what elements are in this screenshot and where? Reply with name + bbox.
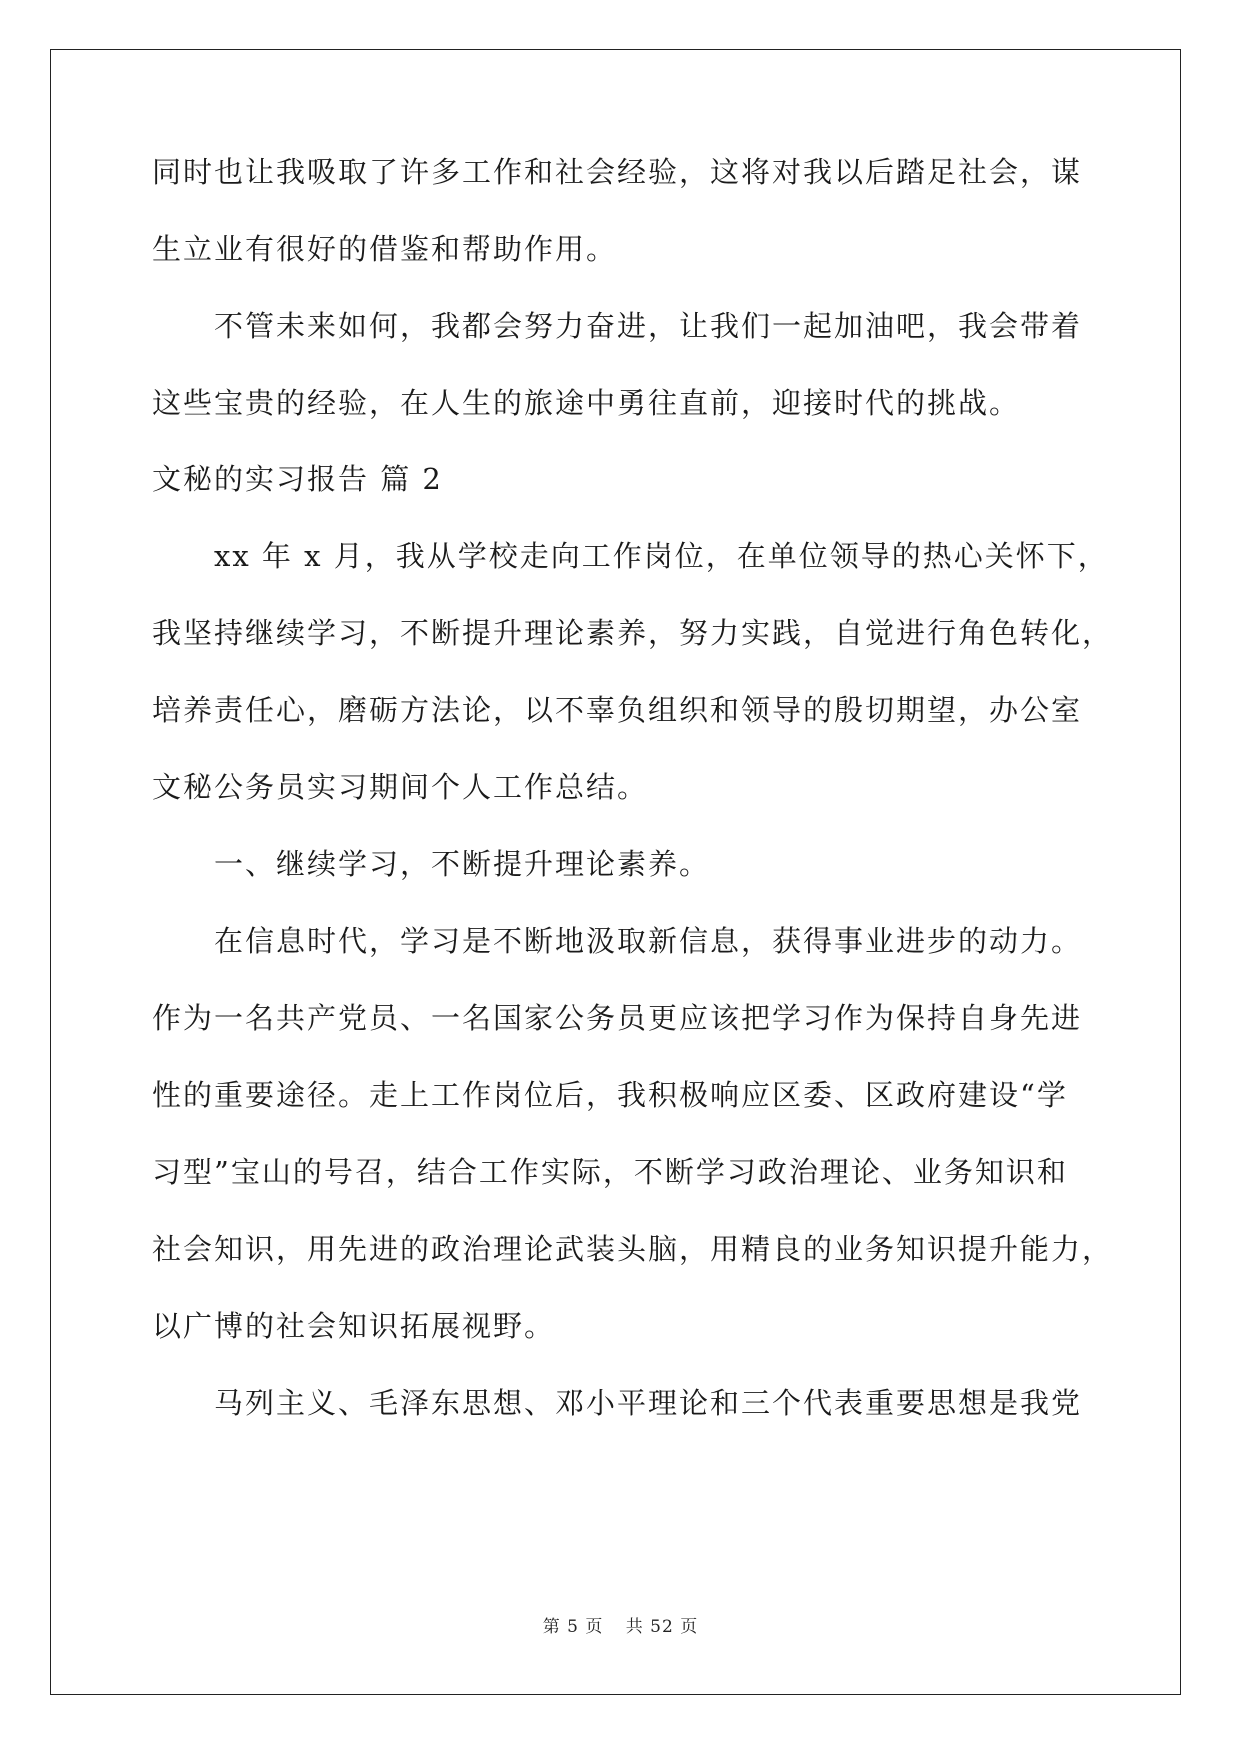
section-heading: 文秘的实习报告 篇 2 [152,462,443,496]
page-total: 共 52 页 [625,1617,699,1637]
text-line: 在信息时代，学习是不断地汲取新信息，获得事业进步的动力。 [214,924,1083,958]
text-line: 社会知识，用先进的政治理论武装头脑，用精良的业务知识提升能力， [152,1232,1114,1266]
page-number: 第 5 页 [542,1617,604,1637]
text-line: 我坚持继续学习，不断提升理论素养，努力实践，自觉进行角色转化， [152,616,1114,650]
text-line: 以广博的社会知识拓展视野。 [152,1309,556,1343]
text-line: 这些宝贵的经验，在人生的旅途中勇往直前，迎接时代的挑战。 [152,386,1021,420]
text-line: 作为一名共产党员、一名国家公务员更应该把学习作为保持自身先进 [152,1001,1083,1035]
page-footer [0,1612,1241,1637]
subheading: 一、继续学习，不断提升理论素养。 [214,847,711,881]
text-line: xx 年 x 月，我从学校走向工作岗位，在单位领导的热心关怀下， [214,539,1109,573]
text-line: 马列主义、毛泽东思想、邓小平理论和三个代表重要思想是我党 [214,1386,1083,1420]
text-line: 生立业有很好的借鉴和帮助作用。 [152,232,618,266]
text-line: 习型”宝山的号召，结合工作实际，不断学习政治理论、业务知识和 [152,1155,1068,1189]
text-line: 培养责任心，磨砺方法论，以不辜负组织和领导的殷切期望，办公室 [152,693,1083,727]
text-line: 同时也让我吸取了许多工作和社会经验，这将对我以后踏足社会，谋 [152,155,1083,189]
text-line: 不管未来如何，我都会努力奋进，让我们一起加油吧，我会带着 [214,309,1083,343]
text-line: 性的重要途径。走上工作岗位后，我积极响应区委、区政府建设“学 [152,1078,1068,1112]
text-line: 文秘公务员实习期间个人工作总结。 [152,770,649,804]
